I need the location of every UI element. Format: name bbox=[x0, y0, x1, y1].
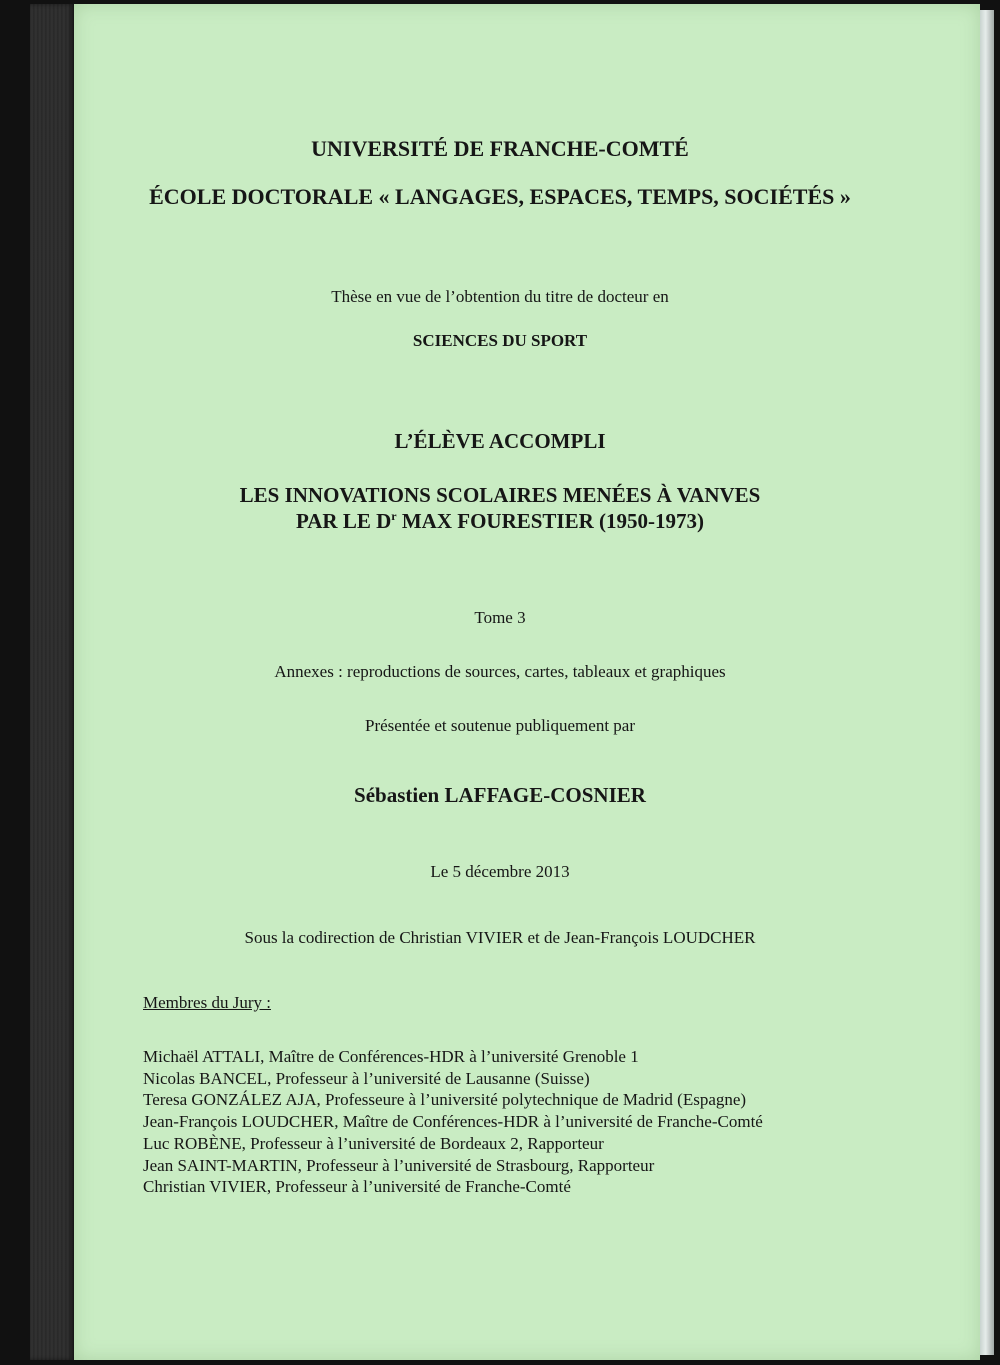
jury-heading: Membres du Jury : bbox=[143, 993, 271, 1012]
jury-member: Luc ROBÈNE, Professeur à l’université de Bordeaux 2, Rapporteur bbox=[143, 1133, 604, 1153]
volume-label: Tome 3 bbox=[474, 608, 526, 627]
subtitle-line-2-prefix: PAR LE D bbox=[295, 509, 392, 533]
supervision: Sous la codirection de Christian VIVIER et de Jean-François LOUDCHER bbox=[244, 928, 756, 947]
page-edge bbox=[980, 10, 994, 1355]
binding-spine bbox=[30, 4, 74, 1360]
jury-member: Jean-François LOUDCHER, Maître de Conférences-HDR à l’université de Franche-Comté bbox=[143, 1112, 763, 1132]
thesis-title: L’ÉLÈVE ACCOMPLI bbox=[394, 429, 606, 453]
annexes-description: Annexes : reproductions de sources, cartes, tableaux et graphiques bbox=[274, 662, 726, 681]
discipline: SCIENCES DU SPORT bbox=[412, 331, 588, 350]
jury-list bbox=[143, 1046, 763, 1198]
university-name: UNIVERSITÉ DE FRANCHE-COMTÉ bbox=[311, 136, 689, 161]
subtitle-line-2-suffix: MAX FOURESTIER (1950-1973) bbox=[396, 509, 705, 533]
doctoral-school: ÉCOLE DOCTORALE « LANGAGES, ESPACES, TEMPS, SOCIÉTÉS » bbox=[149, 184, 851, 209]
jury-member: Teresa GONZÁLEZ AJA, Professeure à l’université polytechnique de Madrid (Espagne) bbox=[143, 1090, 747, 1110]
thesis-subtitle-line-1: LES INNOVATIONS SCOLAIRES MENÉES À VANVES bbox=[239, 483, 761, 507]
jury-member: Michaël ATTALI, Maître de Conférences-HDR à l’université Grenoble 1 bbox=[143, 1047, 639, 1066]
thesis-purpose: Thèse en vue de l’obtention du titre de docteur en bbox=[331, 287, 669, 306]
jury-member: Jean SAINT-MARTIN, Professeur à l’université de Strasbourg, Rapporteur bbox=[143, 1155, 655, 1175]
presented-by: Présentée et soutenue publiquement par bbox=[364, 716, 636, 735]
defense-date: Le 5 décembre 2013 bbox=[430, 862, 570, 881]
jury-member: Christian VIVIER, Professeur à l’université de Franche-Comté bbox=[143, 1177, 571, 1197]
subtitle-line-2-superscript: r bbox=[391, 509, 397, 523]
author-name: Sébastien LAFFAGE-COSNIER bbox=[354, 783, 646, 807]
thesis-subtitle-line-2 bbox=[74, 508, 926, 534]
jury-member: Nicolas BANCEL, Professeur à l’université de Lausanne (Suisse) bbox=[143, 1068, 590, 1088]
